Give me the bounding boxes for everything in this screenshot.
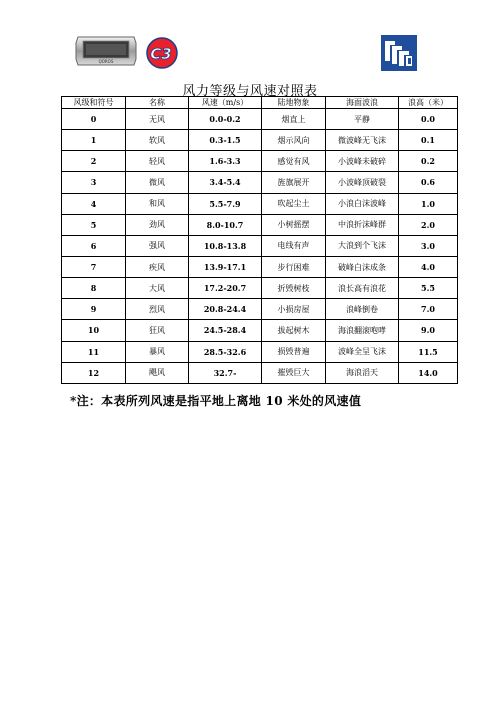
cell-land: 摧毁巨大 bbox=[262, 362, 326, 383]
cell-sea: 小波峰顶破裂 bbox=[326, 172, 399, 193]
header-sea: 海面波浪 bbox=[326, 97, 399, 109]
cell-land: 旌旗展开 bbox=[262, 172, 326, 193]
c3-logo-icon bbox=[144, 35, 180, 71]
cell-land: 电线有声 bbox=[262, 235, 326, 256]
cell-name: 微风 bbox=[126, 172, 189, 193]
cell-level: 6 bbox=[62, 235, 126, 256]
cell-level: 7 bbox=[62, 256, 126, 277]
cell-name: 软风 bbox=[126, 130, 189, 151]
cell-sea: 中浪折沫峰群 bbox=[326, 214, 399, 235]
cell-wave-height: 1.0 bbox=[399, 193, 458, 214]
header-wave-height: 浪高（米） bbox=[399, 97, 458, 109]
cell-land: 损毁普遍 bbox=[262, 341, 326, 362]
cell-speed: 28.5-32.6 bbox=[189, 341, 262, 362]
cell-sea: 浪峰倒卷 bbox=[326, 299, 399, 320]
cell-speed: 3.4-5.4 bbox=[189, 172, 262, 193]
cell-wave-height: 11.5 bbox=[399, 341, 458, 362]
cell-name: 飓风 bbox=[126, 362, 189, 383]
table-row bbox=[62, 256, 458, 277]
table-row bbox=[62, 172, 458, 193]
qoros-badge-icon bbox=[74, 35, 138, 67]
cell-land: 吹起尘土 bbox=[262, 193, 326, 214]
cell-level: 5 bbox=[62, 214, 126, 235]
footnote: *注：本表所列风速是指平地上离地 10 米处的风速值 bbox=[70, 394, 362, 408]
cell-name: 疾风 bbox=[126, 256, 189, 277]
cell-speed: 1.6-3.3 bbox=[189, 151, 262, 172]
header-land: 陆地物象 bbox=[262, 97, 326, 109]
cell-level: 0 bbox=[62, 109, 126, 130]
cell-level: 8 bbox=[62, 278, 126, 299]
header-speed: 风速（m/s） bbox=[189, 97, 262, 109]
cell-sea: 小浪白沫波峰 bbox=[326, 193, 399, 214]
cell-wave-height: 2.0 bbox=[399, 214, 458, 235]
cell-wave-height: 0.0 bbox=[399, 109, 458, 130]
cell-level: 10 bbox=[62, 320, 126, 341]
table-row bbox=[62, 193, 458, 214]
cell-name: 烈风 bbox=[126, 299, 189, 320]
table-row bbox=[62, 130, 458, 151]
cell-name: 大风 bbox=[126, 278, 189, 299]
cell-sea: 浪长高有浪花 bbox=[326, 278, 399, 299]
cell-wave-height: 14.0 bbox=[399, 362, 458, 383]
cell-land: 小损房屋 bbox=[262, 299, 326, 320]
cell-level: 9 bbox=[62, 299, 126, 320]
cell-wave-height: 5.5 bbox=[399, 278, 458, 299]
cell-level: 1 bbox=[62, 130, 126, 151]
cell-sea: 破峰白沫成条 bbox=[326, 256, 399, 277]
cscec-logo-icon bbox=[380, 34, 418, 72]
cell-name: 狂风 bbox=[126, 320, 189, 341]
cell-speed: 0.0-0.2 bbox=[189, 109, 262, 130]
table-row bbox=[62, 320, 458, 341]
cell-level: 3 bbox=[62, 172, 126, 193]
cell-sea: 海浪翻滚咆哮 bbox=[326, 320, 399, 341]
cell-speed: 20.8-24.4 bbox=[189, 299, 262, 320]
table-header-row bbox=[62, 97, 458, 109]
cell-wave-height: 0.1 bbox=[399, 130, 458, 151]
cell-level: 12 bbox=[62, 362, 126, 383]
cell-wave-height: 9.0 bbox=[399, 320, 458, 341]
cell-name: 和风 bbox=[126, 193, 189, 214]
cell-wave-height: 7.0 bbox=[399, 299, 458, 320]
cell-speed: 8.0-10.7 bbox=[189, 214, 262, 235]
cell-level: 2 bbox=[62, 151, 126, 172]
cell-sea: 海浪滔天 bbox=[326, 362, 399, 383]
cell-speed: 32.7- bbox=[189, 362, 262, 383]
cell-name: 轻风 bbox=[126, 151, 189, 172]
cell-speed: 10.8-13.8 bbox=[189, 235, 262, 256]
cell-land: 拔起树木 bbox=[262, 320, 326, 341]
cell-land: 小树摇摆 bbox=[262, 214, 326, 235]
table-row bbox=[62, 341, 458, 362]
cell-sea: 平静 bbox=[326, 109, 399, 130]
cell-sea: 小波峰未破碎 bbox=[326, 151, 399, 172]
cell-land: 折毁树枝 bbox=[262, 278, 326, 299]
cell-speed: 13.9-17.1 bbox=[189, 256, 262, 277]
cell-wave-height: 3.0 bbox=[399, 235, 458, 256]
cell-wave-height: 0.6 bbox=[399, 172, 458, 193]
cell-speed: 17.2-20.7 bbox=[189, 278, 262, 299]
cell-name: 强风 bbox=[126, 235, 189, 256]
table-row bbox=[62, 362, 458, 383]
qoros-logo-text: QOROS bbox=[98, 59, 114, 64]
table-row bbox=[62, 299, 458, 320]
cell-sea: 大浪到个飞沫 bbox=[326, 235, 399, 256]
cell-level: 11 bbox=[62, 341, 126, 362]
cell-name: 劲风 bbox=[126, 214, 189, 235]
header-level: 风级和符号 bbox=[62, 97, 126, 109]
table-row bbox=[62, 214, 458, 235]
table-row bbox=[62, 109, 458, 130]
header-name: 名称 bbox=[126, 97, 189, 109]
table-row bbox=[62, 151, 458, 172]
cell-speed: 24.5-28.4 bbox=[189, 320, 262, 341]
wind-scale-table bbox=[61, 96, 458, 384]
cell-land: 烟示风向 bbox=[262, 130, 326, 151]
cell-land: 步行困难 bbox=[262, 256, 326, 277]
cell-sea: 波峰全呈飞沫 bbox=[326, 341, 399, 362]
cell-level: 4 bbox=[62, 193, 126, 214]
table-row bbox=[62, 278, 458, 299]
table-row bbox=[62, 235, 458, 256]
cell-speed: 5.5-7.9 bbox=[189, 193, 262, 214]
cell-sea: 微波峰无飞沫 bbox=[326, 130, 399, 151]
cell-wave-height: 4.0 bbox=[399, 256, 458, 277]
cell-speed: 0.3-1.5 bbox=[189, 130, 262, 151]
cell-name: 无风 bbox=[126, 109, 189, 130]
c3-logo-text: C3 bbox=[150, 45, 172, 63]
cell-name: 暴风 bbox=[126, 341, 189, 362]
cell-land: 感觉有风 bbox=[262, 151, 326, 172]
page-title: 风力等级与风速对照表 bbox=[182, 84, 318, 99]
cell-land: 烟直上 bbox=[262, 109, 326, 130]
cell-wave-height: 0.2 bbox=[399, 151, 458, 172]
